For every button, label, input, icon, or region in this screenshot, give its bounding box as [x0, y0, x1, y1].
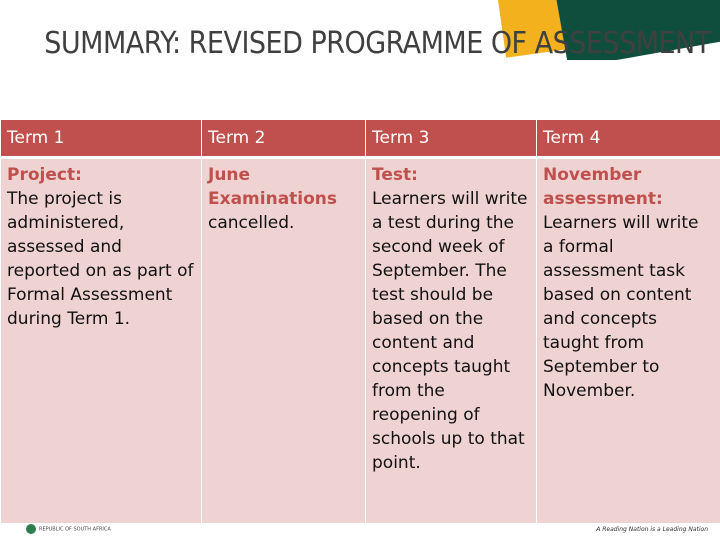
cell-body: The project is administered, assessed and reported on as part of Formal Assessment during Term 1.: [7, 189, 194, 329]
header-term-1: Term 1: [1, 120, 202, 158]
cell-term-3: [366, 158, 537, 524]
table-header-row: [1, 120, 720, 158]
table-row: [1, 158, 720, 524]
cell-heading: November assessment:: [543, 165, 663, 209]
cell-heading: June Examinations: [208, 165, 338, 209]
footer-logo: [26, 524, 111, 534]
header-term-3: Term 3: [366, 120, 537, 158]
coat-of-arms-icon: [26, 524, 36, 534]
cell-heading: Project:: [7, 165, 82, 185]
cell-heading: Test:: [372, 165, 418, 185]
slide-title: SUMMARY: REVISED PROGRAMME OF ASSESSMENT: [44, 26, 711, 61]
header-term-4: Term 4: [537, 120, 720, 158]
header-term-2: Term 2: [202, 120, 366, 158]
cell-term-1: [1, 158, 202, 524]
cell-body: Learners will write a test during the second week of September. The test should be based on the content and concepts taught from the reopening of schools up to that point.: [372, 189, 528, 473]
cell-term-4: [537, 158, 720, 524]
assessment-table: [0, 119, 720, 524]
cell-body: Learners will write a formal assessment task based on content and concepts taught from September to November.: [543, 213, 699, 401]
footer-slogan: A Reading Nation is a Leading Nation: [596, 526, 708, 533]
footer-left-text: REPUBLIC OF SOUTH AFRICA: [39, 526, 111, 533]
cell-term-2: [202, 158, 366, 524]
cell-body: cancelled.: [208, 213, 295, 233]
